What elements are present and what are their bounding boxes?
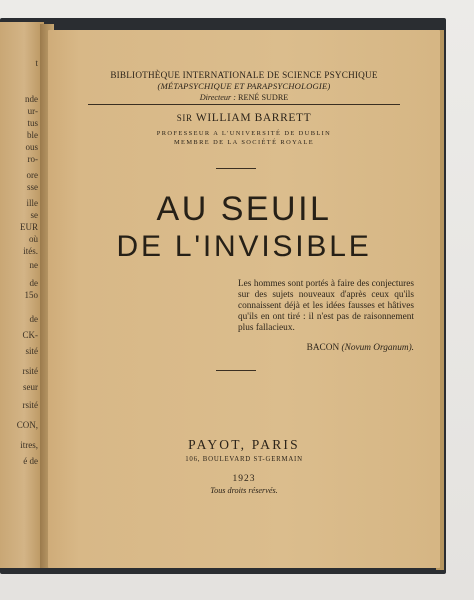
left-page-fragment: rsité (22, 400, 38, 410)
left-page-fragment: où (29, 234, 38, 244)
epigraph-work: (Novum Organum). (341, 343, 414, 353)
author-name: WILLIAM BARRETT (195, 112, 312, 124)
publisher: PAYOT, PARIS (188, 437, 300, 452)
epigraph-source (238, 343, 414, 353)
left-page-fragment: seur (23, 382, 38, 392)
left-page-fragment: ités. (23, 246, 38, 256)
epigraph-author: BACON (306, 343, 340, 353)
left-page-fragment: ro- (27, 154, 38, 164)
left-page-fragment: rsité (22, 366, 38, 376)
left-page-fragment: de (29, 278, 38, 288)
author-prefix: SIR (176, 113, 193, 123)
left-page-fragment: sse (27, 182, 38, 192)
left-page-fragment: EUR (20, 222, 38, 232)
author-affiliation-1: PROFESSEUR A L'UNIVERSITÉ DE DUBLIN (156, 130, 332, 137)
series-title: BIBLIOTHÈQUE INTERNATIONALE DE SCIENCE PSYCHIQUE (110, 70, 378, 80)
left-page-fragment: CON, (16, 420, 38, 430)
left-page-fragment: itres, (20, 440, 38, 450)
director-label: Directeur : (199, 93, 236, 102)
publication-year: 1923 (232, 474, 256, 484)
left-page-fragment: tus (27, 118, 38, 128)
middle-rule (216, 370, 256, 371)
publisher-address: 106, BOULEVARD ST-GERMAIN (185, 456, 303, 463)
header-rule (88, 104, 400, 105)
left-page-fragment: nde (25, 94, 38, 104)
left-page-fragment: ble (27, 130, 38, 140)
director-line (48, 93, 440, 102)
epigraph: Les hommes sont portés à faire des conjectures sur des sujets nouveaux d'après ceux qu'ils connaissent déjà et les idées fausses et hâtives qu'ils en ont tiré : il n'est pas de raisonnement plus fallacieux. (238, 279, 414, 334)
book-title-line-1: AU SEUIL (156, 190, 332, 228)
left-page-fragment: ore (26, 170, 38, 180)
author-line (48, 112, 440, 124)
left-page-fragment: sité (25, 346, 38, 356)
left-page-fragment: ne (29, 260, 38, 270)
author-rule (216, 168, 256, 169)
left-page-fragment: ur- (27, 106, 38, 116)
left-page-fragment: t (35, 58, 38, 68)
rights-notice: Tous droits réservés. (210, 486, 278, 495)
left-page-fragment: é de (23, 456, 38, 466)
series-subtitle: (MÉTAPSYCHIQUE ET PARAPSYCHOLOGIE) (157, 81, 331, 91)
left-page-fragment: 15o (24, 290, 38, 300)
title-page (48, 30, 440, 568)
book-title-line-2: DE L'INVISIBLE (116, 230, 372, 263)
left-page-fragment: ous (25, 142, 38, 152)
left-page-fragment: CK- (22, 330, 38, 340)
director-name: RENÉ SUDRE (238, 93, 289, 102)
author-affiliation-2: MEMBRE DE LA SOCIÉTÉ ROYALE (173, 139, 315, 146)
left-page-fragment: de (29, 314, 38, 324)
left-page-fragment: ille (26, 198, 38, 208)
left-page-fragment: se (30, 210, 38, 220)
left-page (0, 22, 44, 568)
